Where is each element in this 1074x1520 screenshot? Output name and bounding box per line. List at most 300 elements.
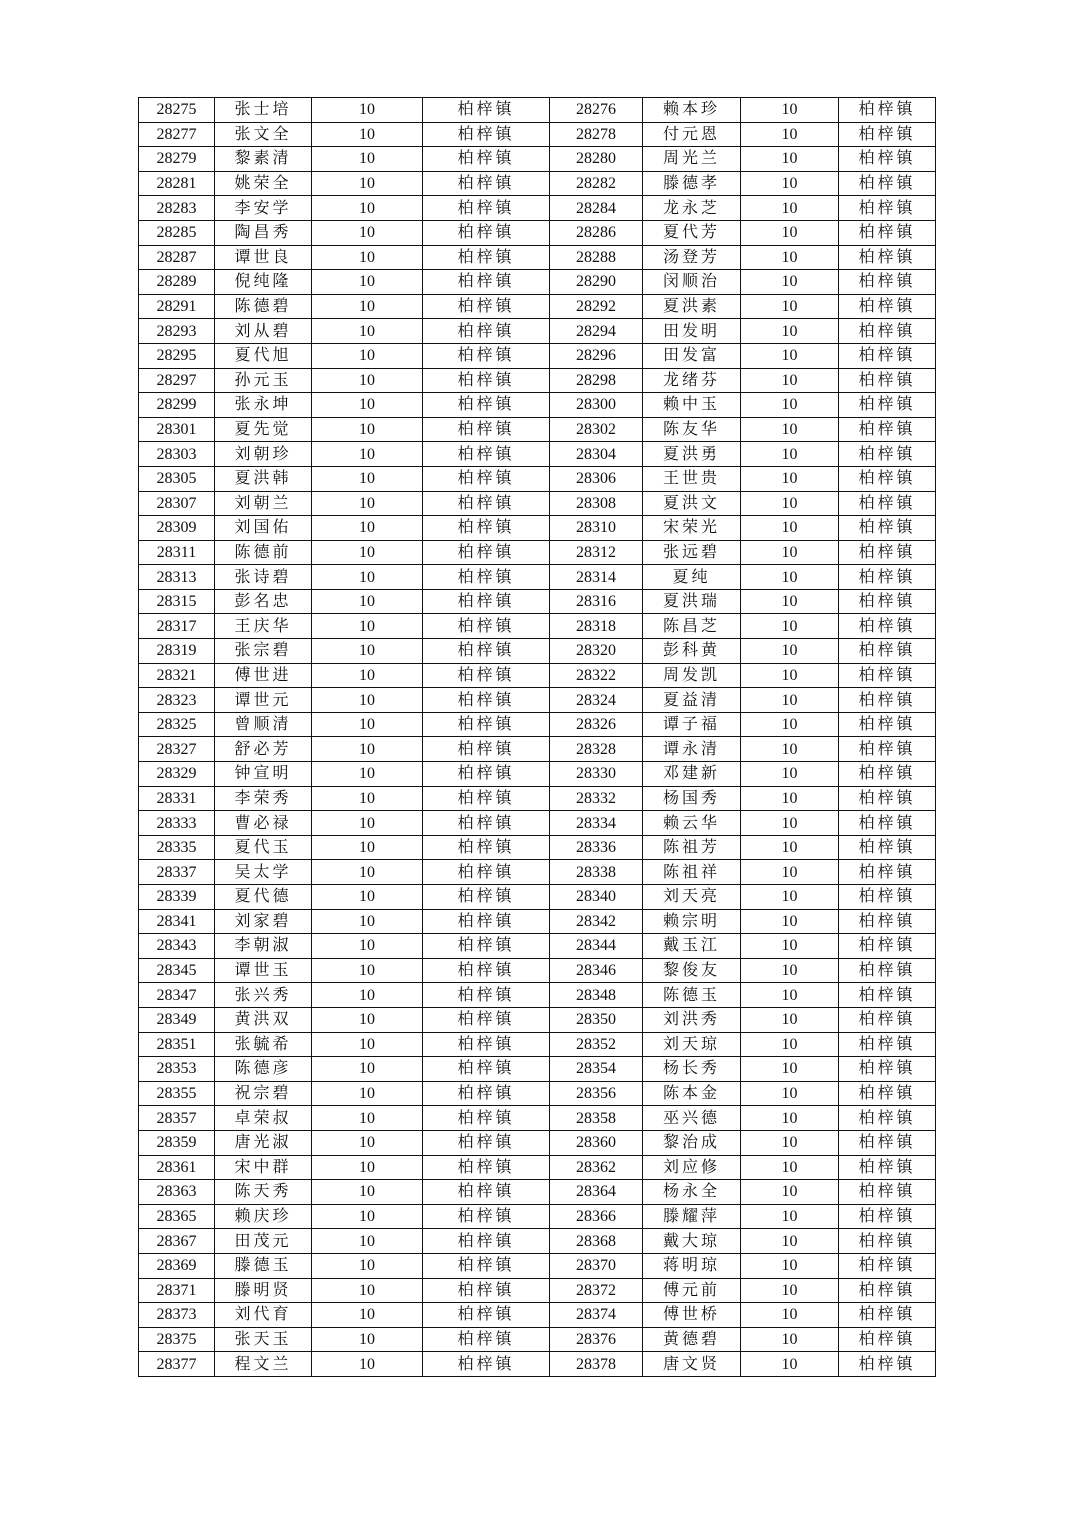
amount-cell: 10 [741,565,839,590]
person-name-cell: 夏代玉 [215,835,312,860]
table-row [139,1229,936,1254]
amount-cell: 10 [741,393,839,418]
town-cell: 柏梓镇 [423,220,550,245]
record-id-cell: 28355 [139,1081,215,1106]
town-cell: 柏梓镇 [839,1007,936,1032]
amount-cell: 10 [312,688,423,713]
table-row [139,319,936,344]
person-name-cell: 吴太学 [215,860,312,885]
amount-cell: 10 [312,516,423,541]
record-id-cell: 28371 [139,1278,215,1303]
person-name-cell: 夏洪韩 [215,466,312,491]
table-row [139,442,936,467]
amount-cell: 10 [741,762,839,787]
person-name-cell: 刘国佑 [215,516,312,541]
person-name-cell: 张诗碧 [215,565,312,590]
amount-cell: 10 [741,1057,839,1082]
table-row [139,1278,936,1303]
person-name-cell: 黎素清 [215,147,312,172]
record-id-cell: 28292 [550,294,643,319]
record-id-cell: 28349 [139,1007,215,1032]
person-name-cell: 唐文贤 [643,1352,741,1377]
person-name-cell: 曹必禄 [215,811,312,836]
record-id-cell: 28331 [139,786,215,811]
record-id-cell: 28339 [139,885,215,910]
amount-cell: 10 [312,885,423,910]
table-row [139,294,936,319]
record-id-cell: 28356 [550,1081,643,1106]
town-cell: 柏梓镇 [423,98,550,123]
town-cell: 柏梓镇 [423,762,550,787]
table-row [139,466,936,491]
table-row [139,639,936,664]
record-id-cell: 28295 [139,343,215,368]
town-cell: 柏梓镇 [839,122,936,147]
amount-cell: 10 [312,417,423,442]
town-cell: 柏梓镇 [839,1081,936,1106]
record-id-cell: 28336 [550,835,643,860]
record-id-cell: 28287 [139,245,215,270]
record-id-cell: 28365 [139,1204,215,1229]
town-cell: 柏梓镇 [839,147,936,172]
record-id-cell: 28347 [139,983,215,1008]
person-name-cell: 滕耀萍 [643,1204,741,1229]
person-name-cell: 戴大琼 [643,1229,741,1254]
person-name-cell: 张文全 [215,122,312,147]
person-name-cell: 王世贵 [643,466,741,491]
record-id-cell: 28279 [139,147,215,172]
person-name-cell: 滕明贤 [215,1278,312,1303]
table-row [139,958,936,983]
person-name-cell: 刘从碧 [215,319,312,344]
town-cell: 柏梓镇 [423,1007,550,1032]
amount-cell: 10 [741,220,839,245]
person-name-cell: 黄洪双 [215,1007,312,1032]
record-id-cell: 28340 [550,885,643,910]
town-cell: 柏梓镇 [423,1155,550,1180]
amount-cell: 10 [312,860,423,885]
table-row [139,245,936,270]
person-name-cell: 李朝淑 [215,934,312,959]
record-id-cell: 28310 [550,516,643,541]
amount-cell: 10 [312,491,423,516]
record-id-cell: 28284 [550,196,643,221]
person-name-cell: 夏益清 [643,688,741,713]
person-name-cell: 倪纯隆 [215,270,312,295]
amount-cell: 10 [312,368,423,393]
person-name-cell: 杨长秀 [643,1057,741,1082]
town-cell: 柏梓镇 [423,811,550,836]
town-cell: 柏梓镇 [423,368,550,393]
table-row [139,122,936,147]
amount-cell: 10 [741,688,839,713]
record-id-cell: 28357 [139,1106,215,1131]
town-cell: 柏梓镇 [423,417,550,442]
record-id-cell: 28358 [550,1106,643,1131]
person-name-cell: 黄德碧 [643,1327,741,1352]
record-id-cell: 28300 [550,393,643,418]
person-name-cell: 彭科黄 [643,639,741,664]
record-id-cell: 28352 [550,1032,643,1057]
amount-cell: 10 [312,934,423,959]
table-row [139,1081,936,1106]
person-name-cell: 陈德玉 [643,983,741,1008]
town-cell: 柏梓镇 [423,860,550,885]
town-cell: 柏梓镇 [839,442,936,467]
record-id-cell: 28377 [139,1352,215,1377]
record-id-cell: 28363 [139,1180,215,1205]
amount-cell: 10 [741,639,839,664]
record-id-cell: 28297 [139,368,215,393]
person-name-cell: 赖云华 [643,811,741,836]
person-name-cell: 张天玉 [215,1327,312,1352]
town-cell: 柏梓镇 [839,270,936,295]
record-id-cell: 28293 [139,319,215,344]
table-row [139,393,936,418]
record-id-cell: 28362 [550,1155,643,1180]
town-cell: 柏梓镇 [423,1229,550,1254]
amount-cell: 10 [312,983,423,1008]
person-name-cell: 田茂元 [215,1229,312,1254]
record-id-cell: 28319 [139,639,215,664]
person-name-cell: 陈祖祥 [643,860,741,885]
town-cell: 柏梓镇 [423,1253,550,1278]
record-id-cell: 28318 [550,614,643,639]
amount-cell: 10 [312,762,423,787]
town-cell: 柏梓镇 [839,786,936,811]
record-id-cell: 28275 [139,98,215,123]
record-id-cell: 28360 [550,1130,643,1155]
town-cell: 柏梓镇 [839,712,936,737]
person-name-cell: 王庆华 [215,614,312,639]
amount-cell: 10 [312,1180,423,1205]
town-cell: 柏梓镇 [423,1204,550,1229]
table-row [139,835,936,860]
table-row [139,737,936,762]
amount-cell: 10 [312,1278,423,1303]
town-cell: 柏梓镇 [839,1253,936,1278]
record-id-cell: 28326 [550,712,643,737]
town-cell: 柏梓镇 [839,516,936,541]
person-name-cell: 陈昌芝 [643,614,741,639]
person-name-cell: 唐光淑 [215,1130,312,1155]
table-row [139,762,936,787]
town-cell: 柏梓镇 [423,122,550,147]
amount-cell: 10 [741,122,839,147]
person-name-cell: 滕德孝 [643,171,741,196]
person-name-cell: 张永坤 [215,393,312,418]
amount-cell: 10 [312,1352,423,1377]
record-id-cell: 28302 [550,417,643,442]
record-id-cell: 28311 [139,540,215,565]
town-cell: 柏梓镇 [423,737,550,762]
town-cell: 柏梓镇 [423,319,550,344]
amount-cell: 10 [741,1081,839,1106]
amount-cell: 10 [741,1303,839,1328]
person-name-cell: 宋中群 [215,1155,312,1180]
amount-cell: 10 [312,712,423,737]
person-name-cell: 谭世玉 [215,958,312,983]
town-cell: 柏梓镇 [839,983,936,1008]
person-name-cell: 夏先觉 [215,417,312,442]
record-id-cell: 28343 [139,934,215,959]
record-id-cell: 28278 [550,122,643,147]
town-cell: 柏梓镇 [423,639,550,664]
amount-cell: 10 [312,614,423,639]
amount-cell: 10 [312,663,423,688]
table-row [139,614,936,639]
amount-cell: 10 [741,1032,839,1057]
person-name-cell: 杨国秀 [643,786,741,811]
amount-cell: 10 [312,1253,423,1278]
amount-cell: 10 [741,540,839,565]
amount-cell: 10 [312,294,423,319]
amount-cell: 10 [312,171,423,196]
table-row [139,98,936,123]
table-row [139,516,936,541]
record-id-cell: 28332 [550,786,643,811]
town-cell: 柏梓镇 [839,811,936,836]
record-id-cell: 28305 [139,466,215,491]
amount-cell: 10 [741,294,839,319]
record-id-cell: 28315 [139,589,215,614]
table-row [139,1057,936,1082]
town-cell: 柏梓镇 [423,294,550,319]
town-cell: 柏梓镇 [423,589,550,614]
record-id-cell: 28372 [550,1278,643,1303]
record-id-cell: 28369 [139,1253,215,1278]
town-cell: 柏梓镇 [839,98,936,123]
record-id-cell: 28324 [550,688,643,713]
record-id-cell: 28312 [550,540,643,565]
table-row [139,688,936,713]
record-id-cell: 28350 [550,1007,643,1032]
amount-cell: 10 [312,1081,423,1106]
record-id-cell: 28337 [139,860,215,885]
amount-cell: 10 [741,466,839,491]
record-id-cell: 28285 [139,220,215,245]
person-name-cell: 谭子福 [643,712,741,737]
record-id-cell: 28378 [550,1352,643,1377]
person-name-cell: 夏洪瑞 [643,589,741,614]
amount-cell: 10 [741,147,839,172]
town-cell: 柏梓镇 [839,1229,936,1254]
person-name-cell: 龙永芝 [643,196,741,221]
record-id-cell: 28299 [139,393,215,418]
record-id-cell: 28330 [550,762,643,787]
town-cell: 柏梓镇 [423,1057,550,1082]
amount-cell: 10 [312,565,423,590]
person-name-cell: 刘代育 [215,1303,312,1328]
person-name-cell: 赖中玉 [643,393,741,418]
record-id-cell: 28303 [139,442,215,467]
town-cell: 柏梓镇 [423,270,550,295]
person-name-cell: 钟宣明 [215,762,312,787]
person-name-cell: 孙元玉 [215,368,312,393]
amount-cell: 10 [741,319,839,344]
record-id-cell: 28333 [139,811,215,836]
record-id-cell: 28329 [139,762,215,787]
amount-cell: 10 [741,442,839,467]
amount-cell: 10 [312,1204,423,1229]
amount-cell: 10 [741,663,839,688]
amount-cell: 10 [741,1180,839,1205]
person-name-cell: 陈德彦 [215,1057,312,1082]
table-row [139,1007,936,1032]
amount-cell: 10 [741,1130,839,1155]
record-id-cell: 28342 [550,909,643,934]
town-cell: 柏梓镇 [839,860,936,885]
amount-cell: 10 [312,1303,423,1328]
amount-cell: 10 [741,589,839,614]
amount-cell: 10 [312,1229,423,1254]
town-cell: 柏梓镇 [839,1130,936,1155]
person-name-cell: 谭世元 [215,688,312,713]
person-name-cell: 滕德玉 [215,1253,312,1278]
table-row [139,934,936,959]
amount-cell: 10 [741,1007,839,1032]
town-cell: 柏梓镇 [839,614,936,639]
person-name-cell: 陈天秀 [215,1180,312,1205]
table-row [139,909,936,934]
record-id-cell: 28321 [139,663,215,688]
person-name-cell: 闵顺治 [643,270,741,295]
person-name-cell: 夏洪素 [643,294,741,319]
person-name-cell: 周光兰 [643,147,741,172]
town-cell: 柏梓镇 [839,368,936,393]
town-cell: 柏梓镇 [423,516,550,541]
table-row [139,171,936,196]
amount-cell: 10 [741,417,839,442]
town-cell: 柏梓镇 [839,663,936,688]
amount-cell: 10 [312,270,423,295]
amount-cell: 10 [741,786,839,811]
table-row [139,885,936,910]
amount-cell: 10 [741,958,839,983]
record-id-cell: 28280 [550,147,643,172]
person-name-cell: 刘应修 [643,1155,741,1180]
person-name-cell: 傅元前 [643,1278,741,1303]
town-cell: 柏梓镇 [423,466,550,491]
person-name-cell: 陈德前 [215,540,312,565]
person-name-cell: 田发富 [643,343,741,368]
person-name-cell: 夏代旭 [215,343,312,368]
town-cell: 柏梓镇 [839,220,936,245]
amount-cell: 10 [741,516,839,541]
amount-cell: 10 [312,835,423,860]
record-id-cell: 28296 [550,343,643,368]
table-row [139,343,936,368]
record-id-cell: 28301 [139,417,215,442]
person-name-cell: 邓建新 [643,762,741,787]
amount-cell: 10 [741,885,839,910]
person-name-cell: 谭永清 [643,737,741,762]
record-id-cell: 28307 [139,491,215,516]
person-name-cell: 蒋明琼 [643,1253,741,1278]
record-id-cell: 28353 [139,1057,215,1082]
record-id-cell: 28346 [550,958,643,983]
record-id-cell: 28290 [550,270,643,295]
town-cell: 柏梓镇 [423,442,550,467]
town-cell: 柏梓镇 [423,565,550,590]
town-cell: 柏梓镇 [839,589,936,614]
record-id-cell: 28354 [550,1057,643,1082]
record-id-cell: 28314 [550,565,643,590]
table-row [139,491,936,516]
record-id-cell: 28341 [139,909,215,934]
person-name-cell: 舒必芳 [215,737,312,762]
town-cell: 柏梓镇 [839,171,936,196]
person-name-cell: 夏代德 [215,885,312,910]
person-name-cell: 张毓希 [215,1032,312,1057]
town-cell: 柏梓镇 [423,885,550,910]
town-cell: 柏梓镇 [839,393,936,418]
record-id-cell: 28313 [139,565,215,590]
amount-cell: 10 [312,147,423,172]
town-cell: 柏梓镇 [839,762,936,787]
person-name-cell: 田发明 [643,319,741,344]
person-name-cell: 张远碧 [643,540,741,565]
town-cell: 柏梓镇 [839,196,936,221]
amount-cell: 10 [312,220,423,245]
record-id-cell: 28282 [550,171,643,196]
person-name-cell: 曾顺清 [215,712,312,737]
amount-cell: 10 [312,393,423,418]
town-cell: 柏梓镇 [839,885,936,910]
record-id-cell: 28281 [139,171,215,196]
town-cell: 柏梓镇 [839,909,936,934]
person-name-cell: 程文兰 [215,1352,312,1377]
town-cell: 柏梓镇 [423,196,550,221]
record-id-cell: 28368 [550,1229,643,1254]
person-name-cell: 彭名忠 [215,589,312,614]
record-id-cell: 28334 [550,811,643,836]
amount-cell: 10 [312,540,423,565]
amount-cell: 10 [312,196,423,221]
amount-cell: 10 [741,368,839,393]
person-name-cell: 刘天亮 [643,885,741,910]
record-id-cell: 28317 [139,614,215,639]
town-cell: 柏梓镇 [839,1180,936,1205]
amount-cell: 10 [741,1278,839,1303]
record-id-cell: 28320 [550,639,643,664]
table-row [139,786,936,811]
person-name-cell: 李安学 [215,196,312,221]
amount-cell: 10 [741,1229,839,1254]
table-row [139,860,936,885]
person-name-cell: 刘朝珍 [215,442,312,467]
amount-cell: 10 [312,1007,423,1032]
record-id-cell: 28335 [139,835,215,860]
amount-cell: 10 [741,171,839,196]
amount-cell: 10 [741,1253,839,1278]
record-id-cell: 28364 [550,1180,643,1205]
town-cell: 柏梓镇 [423,147,550,172]
person-name-cell: 陈本金 [643,1081,741,1106]
person-name-cell: 祝宗碧 [215,1081,312,1106]
amount-cell: 10 [312,466,423,491]
town-cell: 柏梓镇 [839,1278,936,1303]
town-cell: 柏梓镇 [839,319,936,344]
table-row [139,540,936,565]
town-cell: 柏梓镇 [423,540,550,565]
table-row [139,1032,936,1057]
person-name-cell: 陈友华 [643,417,741,442]
person-name-cell: 陈祖芳 [643,835,741,860]
record-id-cell: 28367 [139,1229,215,1254]
record-id-cell: 28298 [550,368,643,393]
town-cell: 柏梓镇 [839,1303,936,1328]
